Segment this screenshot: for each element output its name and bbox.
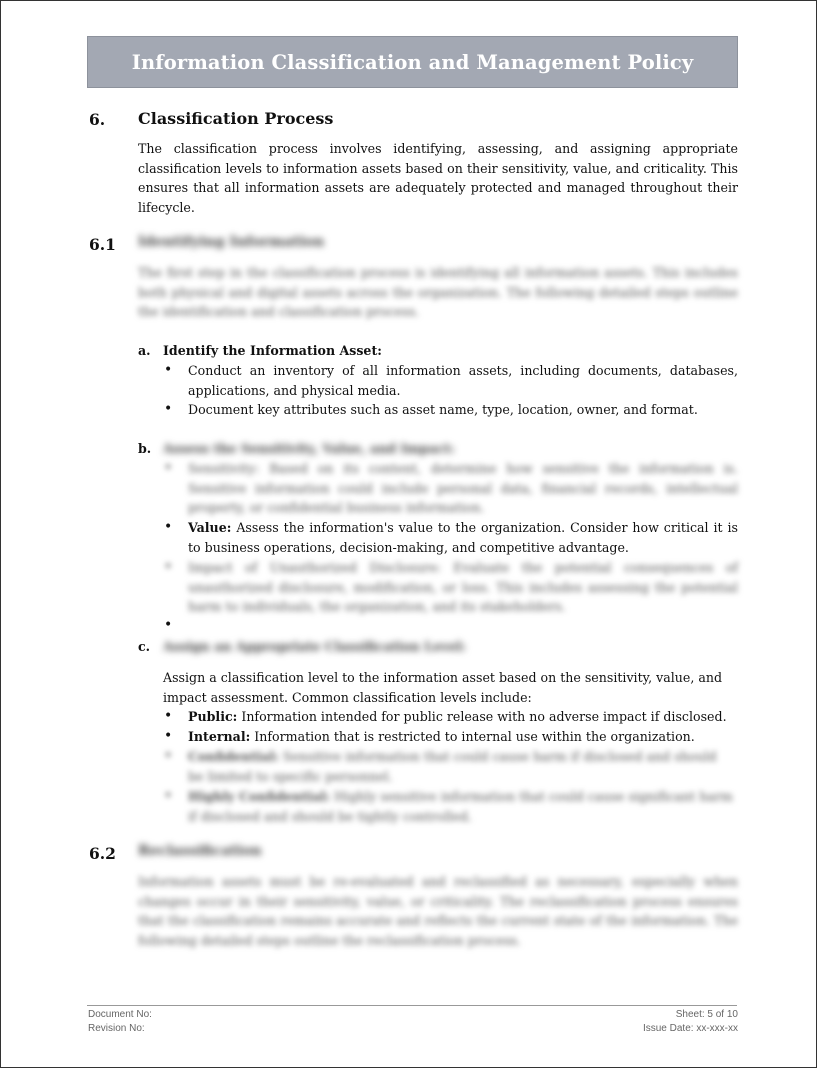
level-confidential: [188, 747, 728, 786]
document-title: Information Classification and Management Policy: [131, 50, 694, 74]
level-label: Highly Confidential:: [188, 789, 331, 804]
item-heading: Assess the Sensitivity, Value, and Impact:: [163, 441, 455, 456]
issue-date: Issue Date: xx-xxx-xx: [642, 1023, 738, 1034]
bullet-icon: •: [164, 519, 173, 535]
body-line: that the classification remains accurate and reflects the current state of the information. The: [138, 913, 738, 929]
level-text: if disclosed and should be tightly controlled.: [188, 808, 472, 824]
subsection-body: [138, 263, 738, 322]
subsection-title: Reclassification: [138, 843, 262, 859]
body-line: both physical and digital assets across the organization. The following detailed steps outline: [138, 284, 738, 300]
bullet-text: [188, 558, 738, 617]
bullet-line: Conduct an inventory of all information assets, including documents, databases,: [188, 363, 738, 378]
level-text: be limited to specific personnel.: [188, 768, 393, 784]
bullet-icon: •: [164, 617, 173, 633]
document-number: Document No:: [88, 1009, 152, 1020]
item-heading: Assign an Appropriate Classification Level:: [163, 639, 466, 654]
intro-line: Assign a classification level to the information asset based on the sensitivity, value, and: [163, 670, 723, 685]
bullet-text: [188, 361, 738, 400]
bullet-icon: •: [164, 559, 173, 575]
body-line: following detailed steps outline the reclassification process.: [138, 932, 521, 948]
bullet-text: [188, 518, 738, 557]
level-text: Information that is restricted to internal use within the organization.: [254, 729, 695, 744]
value-label: Value:: [188, 520, 232, 535]
subsection-number: 6.2: [89, 844, 116, 863]
bullet-icon: •: [164, 708, 173, 724]
bullet-icon: •: [164, 788, 173, 804]
item-heading: Identify the Information Asset:: [163, 343, 382, 358]
intro-line: impact assessment. Common classification levels include:: [163, 689, 532, 705]
item-letter: b.: [138, 441, 152, 456]
bullet-line: harm to individuals, the organization, and its stakeholders.: [188, 599, 566, 615]
level-label: Public:: [188, 709, 238, 724]
bullet-line: property, or confidential business information.: [188, 500, 485, 516]
bullet-icon: •: [164, 362, 173, 378]
bullet-icon: •: [164, 728, 173, 744]
body-line: classification levels to information assets based on their sensitivity, value, and criticality. This: [138, 160, 738, 176]
bullet-line: unauthorized disclosure, modification, or loss. This includes assessing the potential: [188, 579, 738, 595]
header-banner: [87, 36, 738, 88]
bullet-line: Sensitivity: Based on its content, determine how sensitive the information is.: [188, 461, 738, 476]
subsection-body: [138, 872, 738, 950]
body-line: changes occur in their sensitivity, value, or criticality. The reclassification process ensures: [138, 893, 738, 909]
body-line: The first step in the classification process is identifying all information assets. This includes: [138, 265, 738, 280]
body-line: the identification and classification process.: [138, 304, 420, 320]
subsection-number: 6.1: [89, 235, 116, 254]
item-letter: c.: [138, 639, 151, 654]
level-public: [188, 707, 748, 727]
body-line: ensures that all information assets are adequately protected and managed throughout their: [138, 180, 738, 196]
level-text: Highly sensitive information that could cause significant harm: [334, 789, 733, 804]
level-label: Internal:: [188, 729, 251, 744]
bullet-text: [188, 400, 738, 420]
bullet-line: Assess the information's value to the organization. Consider how critical it is: [236, 520, 738, 535]
level-internal: [188, 727, 748, 747]
bullet-line: to business operations, decision-making, and competitive advantage.: [188, 539, 629, 555]
bullet-line: applications, and physical media.: [188, 382, 401, 398]
level-label: Confidential:: [188, 749, 279, 764]
body-line: Information assets must be re-evaluated and reclassified as necessary, especially when: [138, 874, 738, 889]
section-title: Classification Process: [138, 109, 334, 128]
bullet-icon: •: [164, 748, 173, 764]
section-body: [138, 139, 738, 217]
level-text: Information intended for public release with no adverse impact if disclosed.: [241, 709, 727, 724]
item-intro: [163, 668, 738, 707]
level-highly-confidential: [188, 787, 738, 826]
revision-number: Revision No:: [88, 1023, 145, 1034]
subsection-title: Identifying Information: [138, 234, 325, 250]
bullet-icon: •: [164, 401, 173, 417]
bullet-line: Document key attributes such as asset name, type, location, owner, and format.: [188, 402, 698, 417]
bullet-line: Impact of Unauthorized Disclosure: Evaluate the potential consequences of: [188, 560, 738, 575]
item-letter: a.: [138, 343, 151, 358]
bullet-line: Sensitive information could include personal data, financial records, intellectual: [188, 480, 738, 496]
bullet-icon: •: [164, 460, 173, 476]
footer-divider: [87, 1005, 737, 1006]
bullet-text: [188, 459, 738, 518]
body-line: The classification process involves identifying, assessing, and assigning appropriate: [138, 141, 738, 156]
body-line: lifecycle.: [138, 199, 195, 215]
section-number: 6.: [89, 110, 106, 129]
sheet-number: Sheet: 5 of 10: [675, 1009, 738, 1020]
level-text: Sensitive information that could cause harm if disclosed and should: [282, 749, 717, 764]
